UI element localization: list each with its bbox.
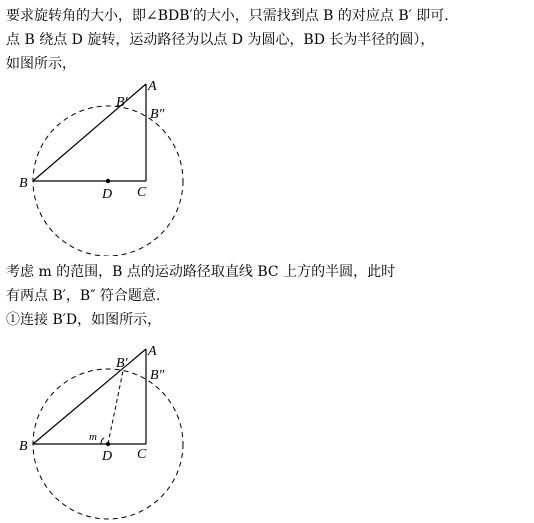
paragraph-line-2: 点 B 绕点 D 旋转，运动路径为以点 D 为圆心，BD 长为半径的圆）， xyxy=(6,32,435,48)
label-b-prime: B′ xyxy=(116,95,128,110)
label-b: B xyxy=(19,176,28,191)
point-d-dot xyxy=(106,179,110,183)
segment-ba xyxy=(33,84,146,181)
segment-bprime-d-dashed xyxy=(108,371,123,444)
label-b-double-prime: B″ xyxy=(150,368,165,383)
label-c: C xyxy=(137,185,147,200)
label-m: m xyxy=(89,431,97,443)
paragraph-line-4: 考虑 m 的范围，B 点的运动路径取直线 BC 上方的半圆，此时 xyxy=(6,264,396,280)
paragraph-line-3: 如图所示， xyxy=(6,56,76,72)
figure-1-rotation-circle xyxy=(0,76,220,256)
label-d: D xyxy=(102,187,113,202)
paragraph-line-6: ①连接 B′D，如图所示， xyxy=(6,312,162,328)
point-d-dot xyxy=(106,442,110,446)
figure-2-connect-bprime-d xyxy=(0,337,220,523)
paragraph-line-5: 有两点 B′，B″ 符合题意. xyxy=(6,288,161,304)
label-a: A xyxy=(148,79,157,94)
label-c: C xyxy=(137,447,147,462)
label-b: B xyxy=(19,439,28,454)
label-b-prime: B′ xyxy=(116,356,128,371)
angle-m-arc xyxy=(101,438,104,444)
paragraph-line-1: 要求旋转角的大小，即∠BDB′的大小，只需找到点 B 的对应点 B′ 即可. xyxy=(6,8,449,24)
label-b-double-prime: B″ xyxy=(150,107,165,122)
label-d: D xyxy=(102,449,113,464)
segment-ba xyxy=(33,349,146,444)
label-a: A xyxy=(148,344,157,359)
